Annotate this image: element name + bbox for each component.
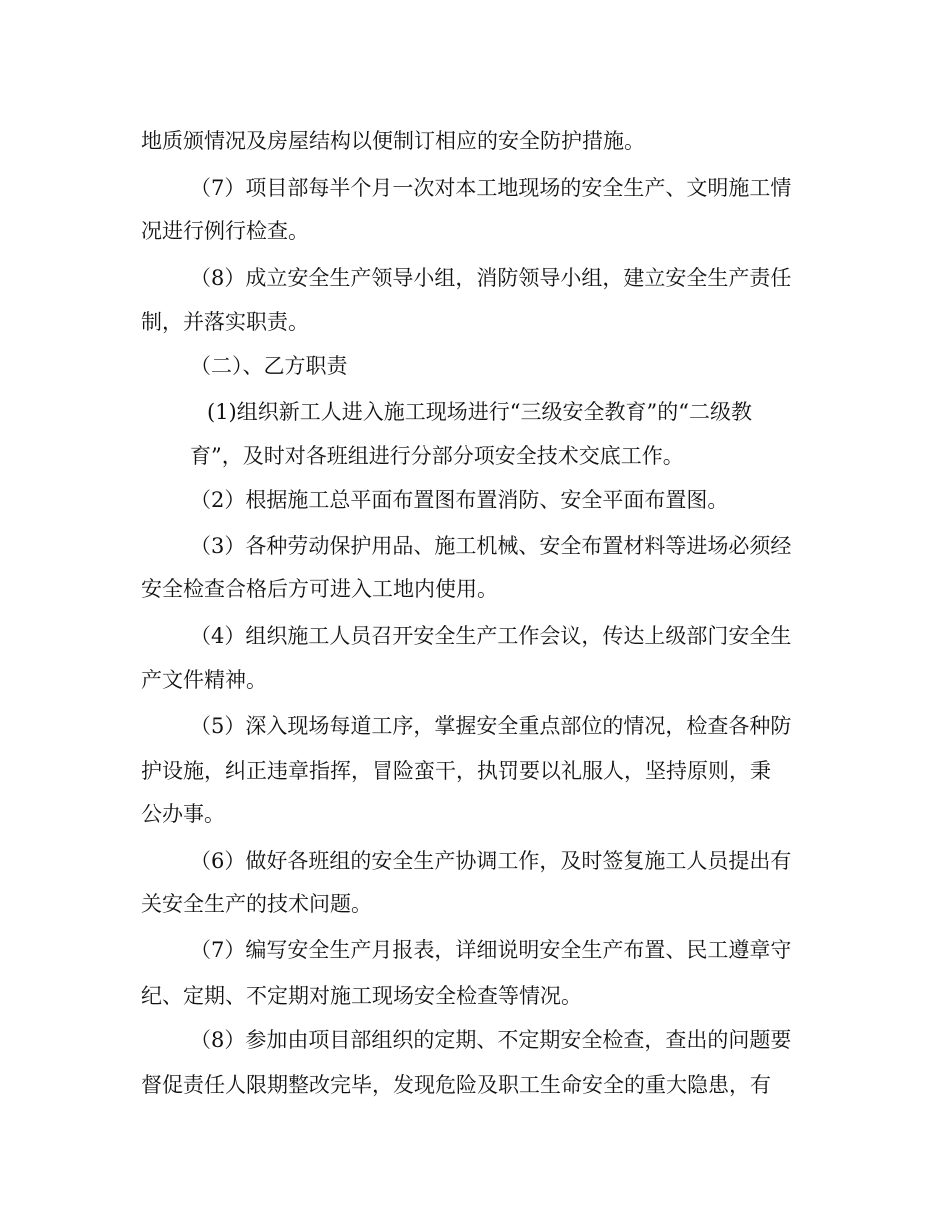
text-line: （8）参加由项目部组织的定期、不定期安全检查，查出的问题要 xyxy=(190,1028,792,1052)
text-line: 纪、定期、不定期对施工现场安全检查等情况。 xyxy=(141,984,582,1008)
text-line: 关安全生产的技术问题。 xyxy=(141,892,372,916)
text-line: （3）各种劳动保护用品、施工机械、安全布置材料等进场必须经 xyxy=(190,534,792,558)
text-line: （2）根据施工总平面布置图布置消防、安全平面布置图。 xyxy=(190,488,729,512)
text-line: （7）编写安全生产月报表，详细说明安全生产布置、民工遵章守 xyxy=(190,938,792,962)
text-line: 产文件精神。 xyxy=(141,668,267,692)
text-line: 护设施，纠正违章指挥，冒险蛮干，执罚要以礼服人，坚持原则，秉 xyxy=(141,759,771,783)
text-line: 公办事。 xyxy=(141,802,225,826)
text-line: (1)组织新工人进入施工现场进行“三级安全教育”的“二级教 xyxy=(207,400,752,424)
text-line: （4）组织施工人员召开安全生产工作会议，传达上级部门安全生 xyxy=(190,624,792,648)
text-line: 督促责任人限期整改完毕，发现危险及职工生命安全的重大隐患，有 xyxy=(141,1073,771,1097)
text-line: 制，并落实职责。 xyxy=(141,310,309,334)
section-heading: （二）、乙方职责 xyxy=(190,354,348,378)
text-line: （6）做好各班组的安全生产协调工作，及时签复施工人员提出有 xyxy=(190,849,792,873)
text-line: 地质颁情况及房屋结构以便制订相应的安全防护措施。 xyxy=(141,129,645,153)
text-line: 育”，及时对各班组进行分部分项安全技术交底工作。 xyxy=(190,444,684,468)
text-line: 况进行例行检查。 xyxy=(141,219,309,243)
text-line: （7）项目部每半个月一次对本工地现场的安全生产、文明施工情 xyxy=(190,176,792,200)
text-line: （5）深入现场每道工序，掌握安全重点部位的情况，检查各种防 xyxy=(190,714,792,738)
text-line: （8）成立安全生产领导小组，消防领导小组，建立安全生产责任 xyxy=(190,266,792,290)
text-line: 安全检查合格后方可进入工地内使用。 xyxy=(141,577,498,601)
